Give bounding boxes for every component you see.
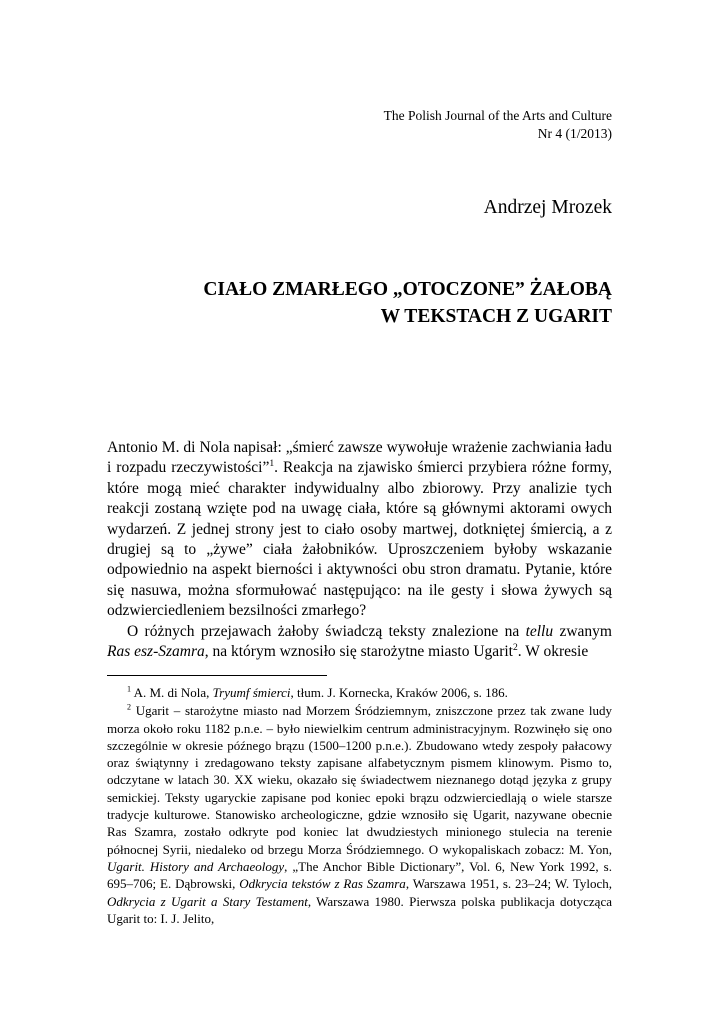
article-title [203,276,612,330]
running-header [384,107,612,143]
footnote-2: $^2$ Ugarit – starożytne miasto nad Morzem Śródziemnym, zniszczone przez tak zwane ludy morza około roku 1182 p.n.e. – było niewielkim centrum administracyjnym. Rozwinęło się ono szczególnie w okresie późnego brązu (1500–1200 p.n.e.). Zbudowano wtedy zespoły pałacowy oraz świątynny i zredagowano teksty zapisane alfabetycznym pismem klinowym. Pismo to, odczytane w latach 30. XX wieku, okazało się świadectwem nieznanego dotąd języka z grupy semickiej. Teksty ugaryckie zapisane pod koniec epoki brązu odzwierciedlają o wiele starsze tradycje kulturowe. Stanowisko archeologiczne, gdzie wznosiło się Ugarit, nazywane obecnie Ras Szamra, zostało odkryte pod koniec lat dwudziestych minionego stulecia na terenie północnej Syrii, niedaleko od brzegu Morza Śródziemnego. O wykopaliskach zobacz: M. Yon, Ugarit. History and Archaeology, „The Anchor Bible Dictionary”, Vol. 6, New York 1992, s. 695–706; E. Dąbrowski, Odkrycia tekstów z Ras Szamra, Warszawa 1951, s. 23–24; W. Tyloch, Odkrycia z Ugarit a Stary Testament, Warszawa 1980. Pierwsza polska publikacja dotycząca Ugarit to: I. J. Jelito, [107,702,612,926]
footnote-1: $^1$ A. M. di Nola, Tryumf śmierci, tłum. J. Kornecka, Kraków 2006, s. 186. [127,684,508,700]
footnote-divider [107,675,327,676]
journal-issue: Nr 4 (1/2013) [537,126,612,141]
footnote-ref-1[interactable]: 1 [269,458,275,470]
author-name: Andrzej Mrozek [483,197,612,218]
title-line-1: CIAŁO ZMARŁEGO „OTOCZONE” ŻAŁOBĄ [203,279,612,300]
body-paragraph-1: Antonio M. di Nola napisał: „śmierć zawsze wywołuje wrażenie zachwiania ładu i rozpadu rzeczywistości”$^1$. Reakcja na zjawisko śmierci przybiera różne formy, które mogą mieć charakter indywidualny albo zbiorowy. Przy analizie tych reakcji zostaną wzięte pod na uwagę ciała, które są głównymi aktorami owych wydarzeń. Z jednej strony jest to ciało osoby martwej, dotkniętej śmiercią, a z drugiej są to „żywe” ciała żałobników. Uproszczeniem byłoby wskazanie odpowiednio na aspekt bierności i aktywności obu stron dramatu. Pytanie, które się nasuwa, można sformułować następująco: na ile gesty i słowa żywych są odzwierciedleniem bezsilności zmarłego? [107,439,613,620]
footnotes [107,684,612,927]
article-body [107,438,612,662]
journal-name: The Polish Journal of the Arts and Culture [383,108,612,123]
body-paragraph-2: O różnych przejawach żałoby świadczą teksty znalezione na tellu zwanym Ras esz-Szamra, na którym wznosiło się starożytne miasto Ugarit$^2$. W okresie [107,622,612,661]
title-line-2: W TEKSTACH Z UGARIT [380,306,612,327]
footnote-ref-2[interactable]: 2 [512,641,518,653]
